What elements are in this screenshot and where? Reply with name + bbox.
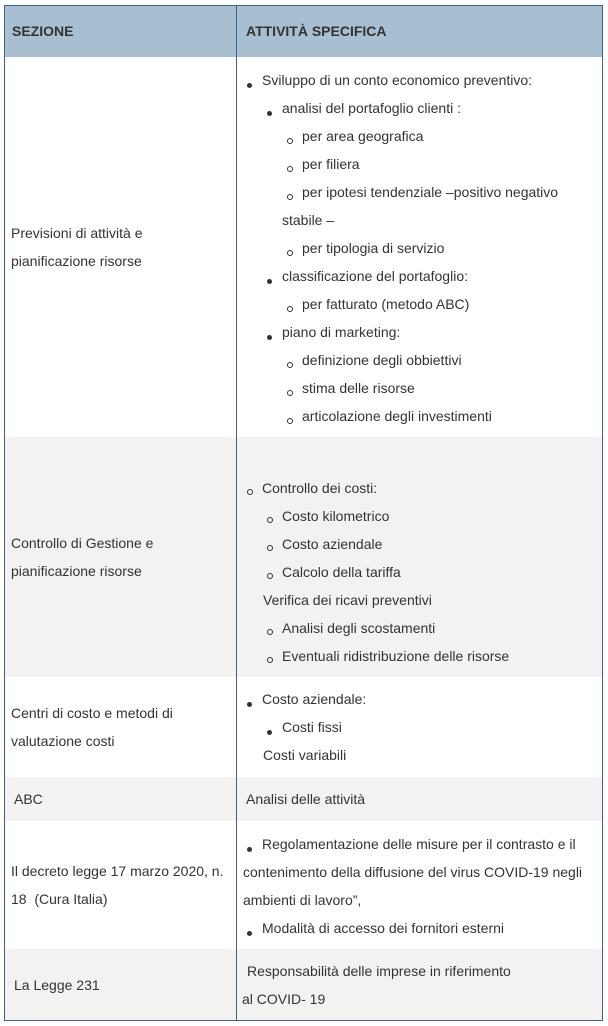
activity-table: [4, 5, 603, 1021]
circle-bullet-icon: [267, 657, 273, 663]
list-item: Analisi delle attività: [246, 791, 366, 807]
list-item: per filiera: [302, 156, 360, 172]
section-line: pianificazione risorse: [11, 253, 142, 269]
circle-bullet-icon: [247, 489, 253, 495]
bullet-icon: [267, 279, 272, 284]
section-line: Controllo di Gestione e: [11, 535, 154, 551]
section-cell: [11, 219, 231, 275]
list-item-continuation: ambienti di lavoro”,: [243, 892, 362, 908]
bullet-icon: [267, 111, 272, 116]
list-item: Costo kilometrico: [282, 508, 390, 524]
circle-bullet-icon: [267, 573, 273, 579]
circle-bullet-icon: [267, 629, 273, 635]
list-item: Regolamentazione delle misure per il contrasto e il: [262, 836, 576, 852]
section-cell: [14, 785, 234, 813]
list-item: analisi del portafoglio clienti :: [282, 100, 461, 116]
list-item: Controllo dei costi:: [262, 480, 378, 496]
circle-bullet-icon: [267, 545, 273, 551]
bullet-icon: [267, 335, 272, 340]
list-item: Costo aziendale:: [262, 691, 367, 707]
section-line: La Legge 231: [14, 977, 100, 993]
list-item: Modalità di accesso dei fornitori esterni: [262, 920, 505, 936]
circle-bullet-icon: [287, 418, 293, 424]
list-item: per ipotesi tendenziale –positivo negativo: [302, 184, 559, 200]
circle-bullet-icon: [287, 250, 293, 256]
list-item: Calcolo della tariffa: [282, 564, 401, 580]
table-row: [5, 437, 602, 677]
section-cell: [11, 857, 231, 913]
list-item: per tipologia di servizio: [302, 240, 445, 256]
header-attivita: ATTIVITÀ SPECIFICA: [246, 23, 387, 39]
section-line: pianificazione risorse: [11, 563, 142, 579]
header-sezione: SEZIONE: [12, 23, 74, 39]
circle-bullet-icon: [267, 517, 273, 523]
list-item: articolazione degli investimenti: [302, 408, 492, 424]
circle-bullet-icon: [287, 166, 293, 172]
list-item: Verifica dei ricavi preventivi: [263, 592, 432, 608]
list-item-continuation: contenimento della diffusione del virus COVID-19 negli: [243, 864, 583, 880]
list-item-continuation: al COVID- 19: [242, 991, 326, 1007]
list-item: per fatturato (metodo ABC): [302, 296, 470, 312]
column-divider: [236, 6, 237, 1020]
list-item: Costi variabili: [263, 747, 347, 763]
list-item: Analisi degli scostamenti: [282, 620, 436, 636]
circle-bullet-icon: [287, 362, 293, 368]
table-row: [5, 677, 602, 777]
circle-bullet-icon: [287, 306, 293, 312]
list-item: Responsabilità delle imprese in riferimento: [247, 963, 511, 979]
section-line: Previsioni di attività e: [11, 225, 143, 241]
list-item-continuation: stabile –: [282, 212, 335, 228]
bullet-icon: [247, 931, 252, 936]
table-row: [5, 777, 602, 821]
circle-bullet-icon: [287, 194, 293, 200]
bullet-icon: [247, 83, 252, 88]
list-item: stima delle risorse: [302, 380, 415, 396]
list-item: piano di marketing:: [282, 324, 401, 340]
list-item: per area geografica: [302, 128, 424, 144]
section-line: valutazione costi: [11, 733, 115, 749]
section-line: Il decreto legge 17 marzo 2020, n.: [11, 863, 224, 879]
list-item: Costo aziendale: [282, 536, 383, 552]
section-cell: [14, 971, 234, 999]
section-line: Centri di costo e metodi di: [11, 705, 173, 721]
list-item: Costi fissi: [282, 719, 342, 735]
circle-bullet-icon: [287, 390, 293, 396]
bullet-icon: [247, 847, 252, 852]
list-item: Eventuali ridistribuzione delle risorse: [282, 648, 510, 664]
list-item: definizione degli obbiettivi: [302, 352, 462, 368]
section-cell: [11, 699, 231, 755]
bullet-icon: [267, 730, 272, 735]
bullet-icon: [247, 702, 252, 707]
list-item: classificazione del portafoglio:: [282, 268, 468, 284]
table-row: [5, 57, 602, 437]
circle-bullet-icon: [287, 138, 293, 144]
section-cell: [11, 529, 231, 585]
table-row: [5, 821, 602, 949]
table-row: [5, 949, 602, 1020]
list-item: Sviluppo di un conto economico preventivo:: [262, 72, 533, 88]
section-line: 18 (Cura Italia): [11, 891, 108, 907]
table-header: [5, 6, 602, 57]
section-line: ABC: [14, 791, 43, 807]
